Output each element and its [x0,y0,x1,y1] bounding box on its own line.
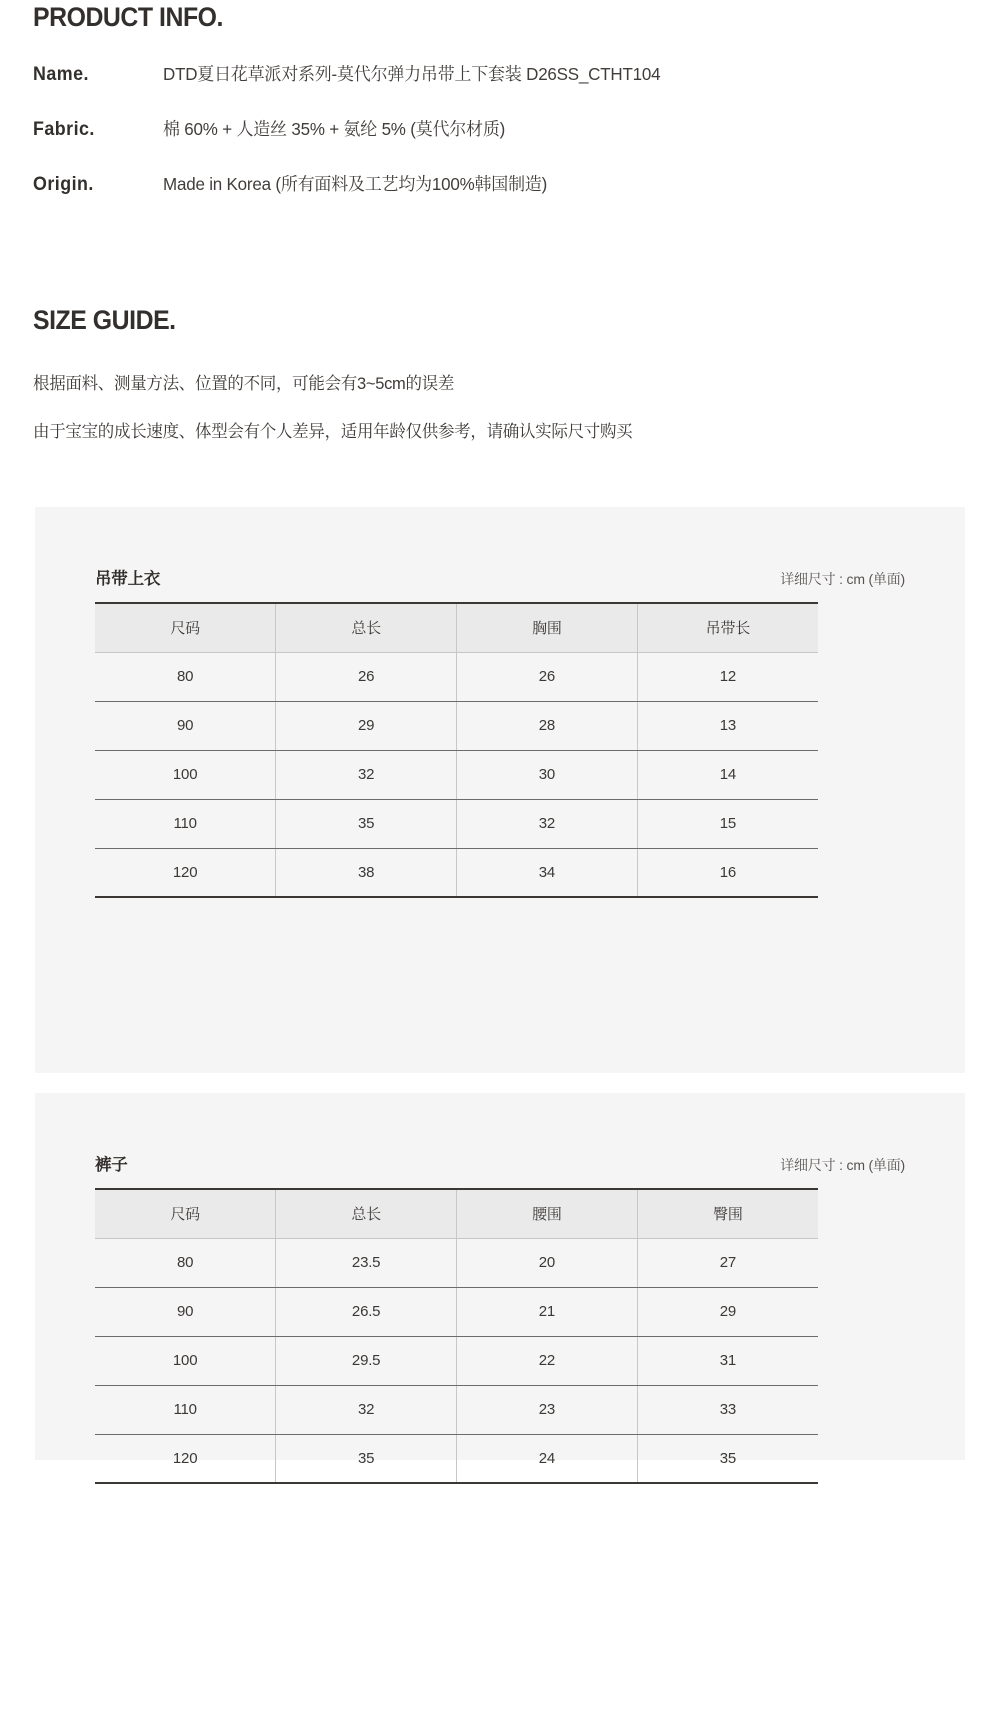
product-info-value-origin: Made in Korea (所有面料及工艺均为100%韩国制造) [163,174,548,194]
cell-chest: 34 [457,848,638,897]
cell-size: 90 [95,1287,276,1336]
product-info-label-name: Name. [33,64,89,85]
table-row [95,848,818,897]
size-table-heading-bottom [95,1151,905,1175]
table-row [95,701,818,750]
column-header-length: 总长 [276,1189,457,1238]
size-table-panel-bottom [35,1093,965,1467]
product-info-list [33,62,953,227]
product-info-row-fabric [33,117,953,172]
cell-length: 23.5 [276,1238,457,1287]
cell-chest: 28 [457,701,638,750]
product-info-value-name: DTD夏日花草派对系列-莫代尔弹力吊带上下套装 D26SS_CTHT104 [163,64,661,84]
cell-size: 110 [95,799,276,848]
cell-waist: 24 [457,1434,638,1483]
size-table-label-top: 吊带上衣 [95,570,161,588]
table-row [95,1287,818,1336]
cell-hip: 27 [637,1238,818,1287]
cell-length: 26.5 [276,1287,457,1336]
cell-size: 110 [95,1385,276,1434]
cell-chest: 32 [457,799,638,848]
cell-waist: 20 [457,1238,638,1287]
column-header-waist: 腰围 [457,1189,638,1238]
cell-strap: 14 [637,750,818,799]
product-info-heading: PRODUCT INFO. [33,2,223,32]
cell-size: 80 [95,1238,276,1287]
table-row [95,1385,818,1434]
table-header-row [95,1189,818,1238]
product-info-value-fabric: 棉 60% + 人造丝 35% + 氨纶 5% (莫代尔材质) [163,119,506,139]
cell-waist: 22 [457,1336,638,1385]
size-table-bottom [95,1188,818,1484]
cell-hip: 29 [637,1287,818,1336]
product-info-row-name [33,62,953,117]
product-info-row-origin [33,172,953,227]
cell-size: 100 [95,750,276,799]
table-row [95,652,818,701]
table-row [95,750,818,799]
cell-chest: 26 [457,652,638,701]
size-guide-heading: SIZE GUIDE. [33,305,176,335]
cell-waist: 23 [457,1385,638,1434]
cell-strap: 13 [637,701,818,750]
size-table-unit-note-bottom: 详细尺寸 : cm (单面) [780,1157,905,1173]
column-header-size: 尺码 [95,603,276,652]
column-header-size: 尺码 [95,1189,276,1238]
cell-length: 32 [276,750,457,799]
cell-hip: 35 [637,1434,818,1483]
cell-size: 100 [95,1336,276,1385]
table-row [95,1336,818,1385]
cell-hip: 31 [637,1336,818,1385]
cell-strap: 12 [637,652,818,701]
cell-size: 90 [95,701,276,750]
size-table-top [95,602,818,898]
size-table-heading-top [95,565,905,589]
cell-size: 120 [95,848,276,897]
product-info-label-fabric: Fabric. [33,119,95,140]
column-header-strap: 吊带长 [637,603,818,652]
size-guide-notice-age-reference: 由于宝宝的成长速度、体型会有个人差异，适用年龄仅供参考，请确认实际尺寸购买 [33,422,633,441]
size-table-panel-top [35,507,965,1073]
cell-length: 26 [276,652,457,701]
table-row [95,1238,818,1287]
cell-waist: 21 [457,1287,638,1336]
cell-length: 29 [276,701,457,750]
column-header-chest: 胸围 [457,603,638,652]
cell-length: 35 [276,1434,457,1483]
cell-size: 80 [95,652,276,701]
cell-length: 32 [276,1385,457,1434]
cell-size: 120 [95,1434,276,1483]
table-header-row [95,603,818,652]
cell-length: 38 [276,848,457,897]
cell-chest: 30 [457,750,638,799]
table-row [95,1434,818,1483]
column-header-length: 总长 [276,603,457,652]
column-header-hip: 臀围 [637,1189,818,1238]
cell-length: 29.5 [276,1336,457,1385]
cell-hip: 33 [637,1385,818,1434]
size-table-label-bottom: 裤子 [95,1156,128,1174]
cell-strap: 16 [637,848,818,897]
size-guide-notices [33,375,963,471]
cell-strap: 15 [637,799,818,848]
product-info-label-origin: Origin. [33,174,94,195]
size-table-unit-note-top: 详细尺寸 : cm (单面) [780,571,905,587]
size-guide-notice-tolerance: 根据面料、测量方法、位置的不同，可能会有3~5cm的误差 [33,374,455,393]
cell-length: 35 [276,799,457,848]
table-row [95,799,818,848]
